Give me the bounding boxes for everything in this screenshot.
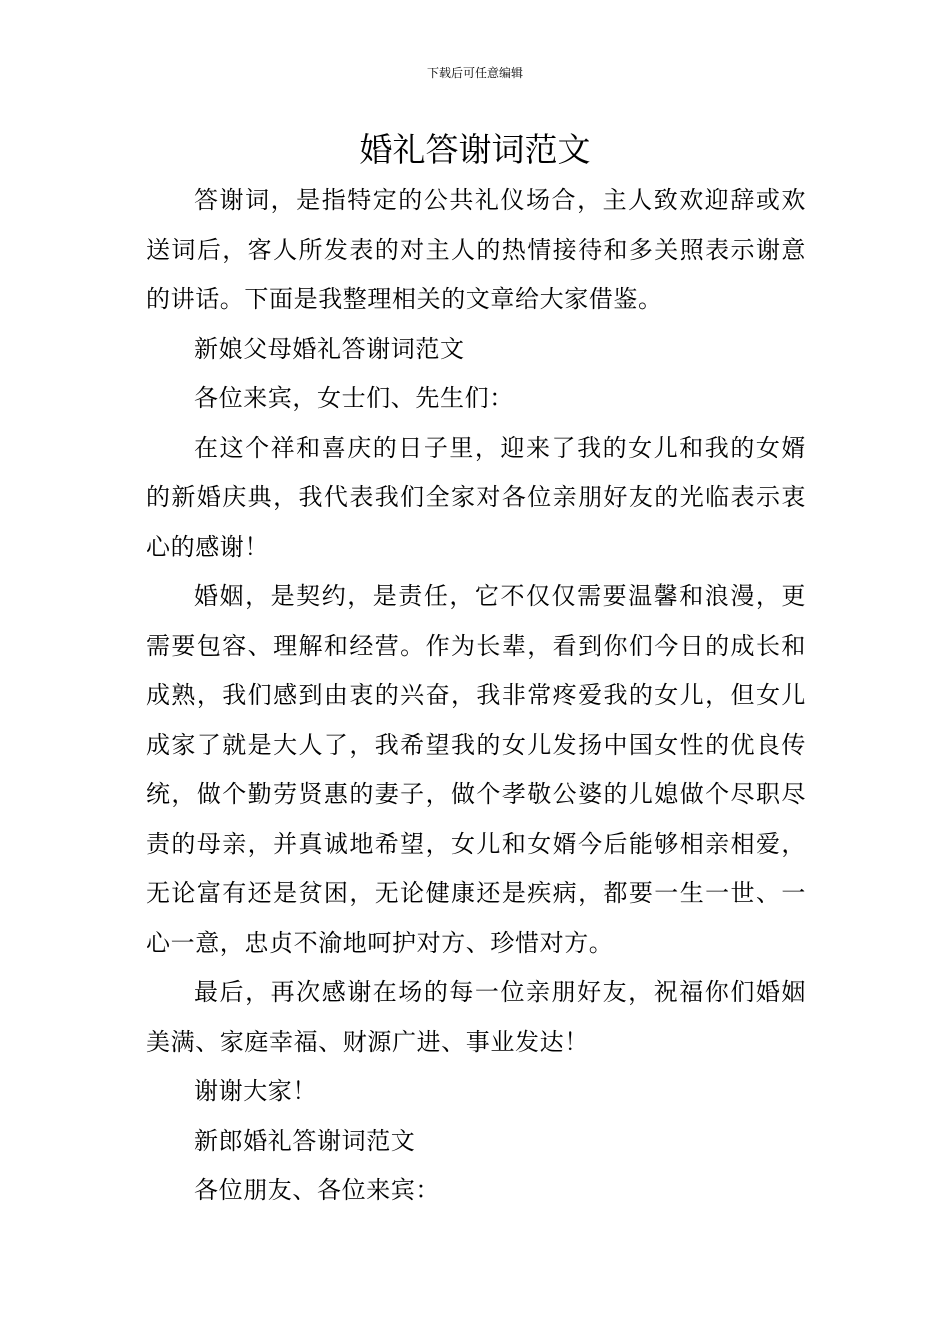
paragraph-salutation: 各位来宾，女士们、先生们： — [194, 384, 514, 412]
header-note: 下载后可任意编辑 — [426, 66, 523, 80]
document-body — [146, 176, 806, 1216]
paragraph-groom-salutation: 各位朋友、各位来宾： — [194, 1176, 440, 1204]
paragraph-thanks: 在这个祥和喜庆的日子里，迎来了我的女儿和我的女婿的新婚庆典，我代表我们全家对各位亲朋好友的光临表示衷心的感谢！ — [146, 433, 806, 561]
paragraph-closing: 最后，再次感谢在场的每一位亲朋好友，祝福你们婚姻美满、家庭幸福、财源广进、事业发达！ — [146, 978, 806, 1056]
paragraph-marriage: 婚姻，是契约，是责任，它不仅仅需要温馨和浪漫，更需要包容、理解和经营。作为长辈，看到你们今日的成长和成熟，我们感到由衷的兴奋，我非常疼爱我的女儿，但女儿成家了就是大人了，我希望我的女儿发扬中国女性的优良传统，做个勤劳贤惠的妻子，做个孝敬公婆的儿媳做个尽职尽责的母亲，并真诚地希望，女儿和女婿今后能够相亲相爱，无论富有还是贫困，无论健康还是疾病，都要一生一世、一心一意，忠贞不渝地呵护对方、珍惜对方。 — [146, 582, 806, 957]
section-heading-bride-parents: 新娘父母婚礼答谢词范文 — [194, 334, 465, 363]
paragraph-thank-you: 谢谢大家！ — [194, 1077, 317, 1105]
document-title: 婚礼答谢词范文 — [359, 130, 591, 169]
section-heading-groom: 新郎婚礼答谢词范文 — [194, 1126, 416, 1155]
paragraph-intro: 答谢词，是指特定的公共礼仪场合，主人致欢迎辞或欢送词后，客人所发表的对主人的热情接待和多关照表示谢意的讲话。下面是我整理相关的文章给大家借鉴。 — [146, 186, 806, 313]
